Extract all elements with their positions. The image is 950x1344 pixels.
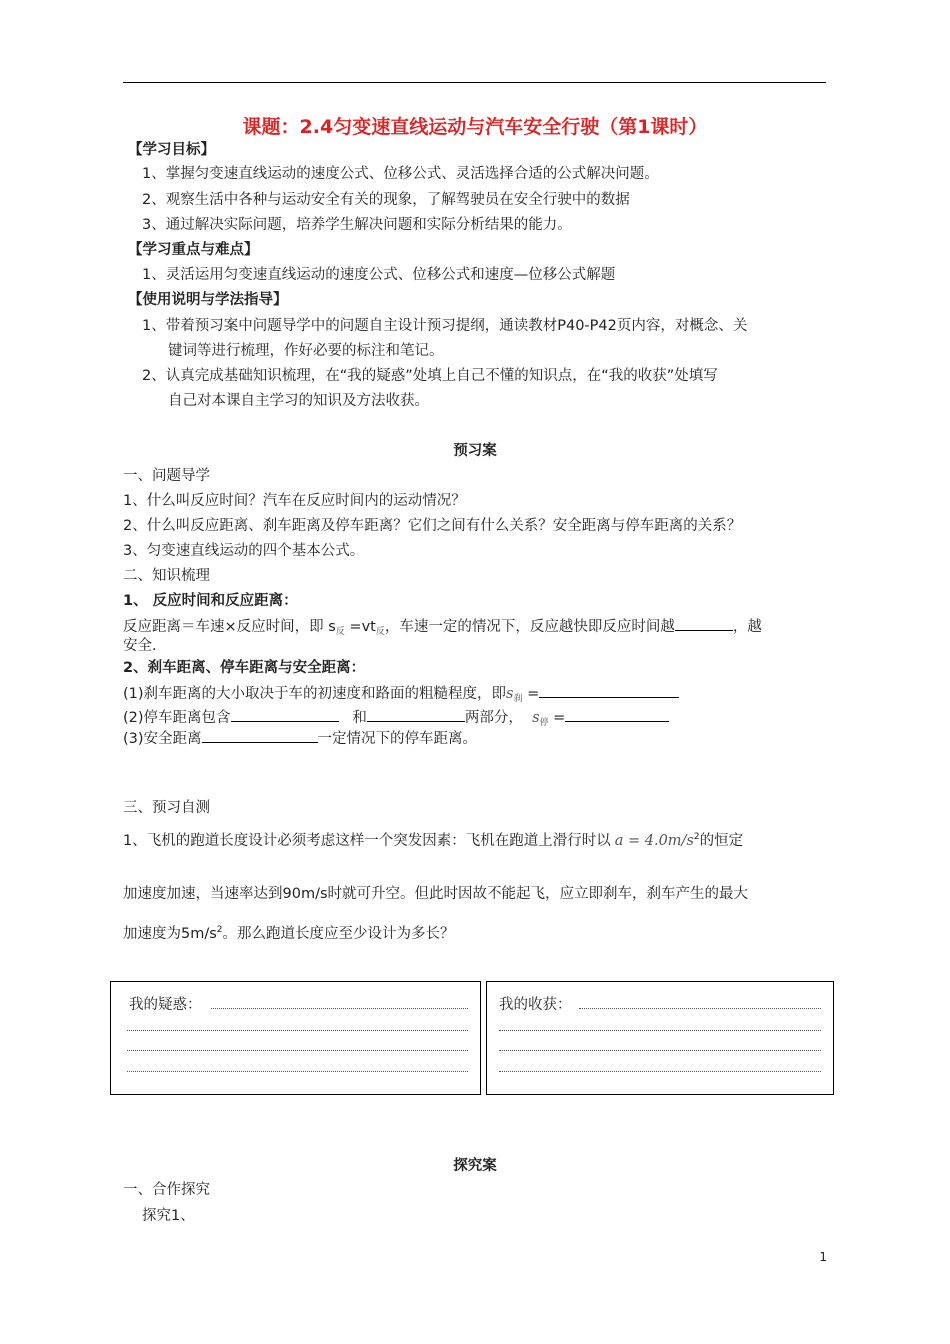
doubt-label: 我的疑惑：: [129, 997, 202, 1013]
usage-heading: 【使用说明与学法指导】: [128, 292, 288, 308]
key-points-heading: 【学习重点与难点】: [128, 242, 259, 258]
gain-label: 我的收获：: [499, 997, 572, 1013]
question-item: 1、什么叫反应时间？汽车在反应时间内的运动情况？: [123, 493, 466, 509]
writing-line: [499, 1050, 821, 1051]
gain-box[interactable]: [486, 981, 834, 1095]
usage-item: 2、认真完成基础知识梳理，在“我的疑惑”处填上自己不懂的知识点，在“我的收获”处填写: [142, 368, 718, 384]
page-number: 1: [819, 1250, 827, 1264]
fill-blank[interactable]: [367, 707, 465, 722]
key-point-item: 1、灵活运用匀变速直线运动的速度公式、位移公式和速度—位移公式解题: [142, 267, 616, 283]
fill-blank[interactable]: [231, 707, 339, 722]
writing-line: [127, 1071, 468, 1072]
fill-blank[interactable]: [202, 728, 318, 743]
writing-line: [579, 1008, 821, 1009]
writing-line: [499, 1071, 821, 1072]
knowledge-text: 安全.: [123, 638, 157, 654]
usage-item: 键词等进行梳理，作好必要的标注和笔记。: [168, 343, 444, 359]
writing-line: [211, 1008, 468, 1009]
learning-goal-item: 2、观察生活中各种与运动安全有关的现象，了解驾驶员在安全行驶中的数据: [142, 192, 630, 208]
knowledge-text: 反应距离＝车速×反应时间，即 $s_反 =vt_反$，车速一定的情况下，反应越快即反应时间越 ，越: [123, 616, 762, 642]
question-text: 加速度为$5m/s^2$。那么跑道长度应至少设计为多长？: [123, 925, 455, 942]
learning-goal-item: 3、通过解决实际问题，培养学生解决问题和实际分析结果的能力。: [142, 217, 572, 233]
header-rule: [123, 82, 826, 83]
doubt-box[interactable]: [110, 981, 481, 1095]
usage-item: 自己对本课自主学习的知识及方法收获。: [168, 393, 429, 409]
question-item: 3、匀变速直线运动的四个基本公式。: [123, 543, 365, 559]
question-text: 1、飞机的跑道长度设计必须考虑这样一个突发因素：飞机在跑道上滑行时以 $a = 4.0m/s^2$的恒定: [123, 832, 744, 849]
section-heading: 一、合作探究: [123, 1182, 210, 1198]
knowledge-heading: 2、刹车距离、停车距离与安全距离：: [123, 660, 366, 676]
explore-item: 探究1、: [142, 1208, 195, 1224]
writing-line: [499, 1030, 821, 1031]
section-heading: 一、问题导学: [123, 468, 210, 484]
explore-heading: 探究案: [453, 1158, 497, 1174]
fill-blank[interactable]: [539, 683, 679, 698]
knowledge-item: (2)停车距离包含 和 两部分， $s_停$ =: [123, 707, 669, 733]
writing-line: [127, 1050, 468, 1051]
knowledge-heading: 1、 反应时间和反应距离：: [123, 593, 298, 609]
learning-goals-heading: 【学习目标】: [128, 142, 215, 158]
usage-item: 1、带着预习案中问题导学中的问题自主设计预习提纲，通读教材P40-P42页内容，对概念、关: [142, 318, 748, 334]
knowledge-item: (1)刹车距离的大小取决于车的初速度和路面的粗糙程度，即$s_刹$ =: [123, 683, 679, 709]
question-item: 2、什么叫反应距离、刹车距离及停车距离？它们之间有什么关系？安全距离与停车距离的关系？: [123, 518, 742, 534]
writing-line: [127, 1030, 468, 1031]
section-heading: 三、预习自测: [123, 800, 210, 816]
knowledge-item: (3)安全距离 一定情况下的停车距离。: [123, 728, 477, 749]
fill-blank[interactable]: [565, 707, 669, 722]
preview-heading: 预习案: [453, 443, 497, 459]
section-heading: 二、知识梳理: [123, 568, 210, 584]
question-text: 加速度加速，当速率达到90m/s时就可升空。但此时因故不能起飞，应立即刹车，刹车产生的最大: [123, 886, 749, 902]
page-title: 课题：2.4匀变速直线运动与汽车安全行驶（第1课时）: [242, 116, 708, 138]
fill-blank[interactable]: [675, 616, 733, 631]
learning-goal-item: 1、掌握匀变速直线运动的速度公式、位移公式、灵活选择合适的公式解决问题。: [142, 166, 659, 182]
